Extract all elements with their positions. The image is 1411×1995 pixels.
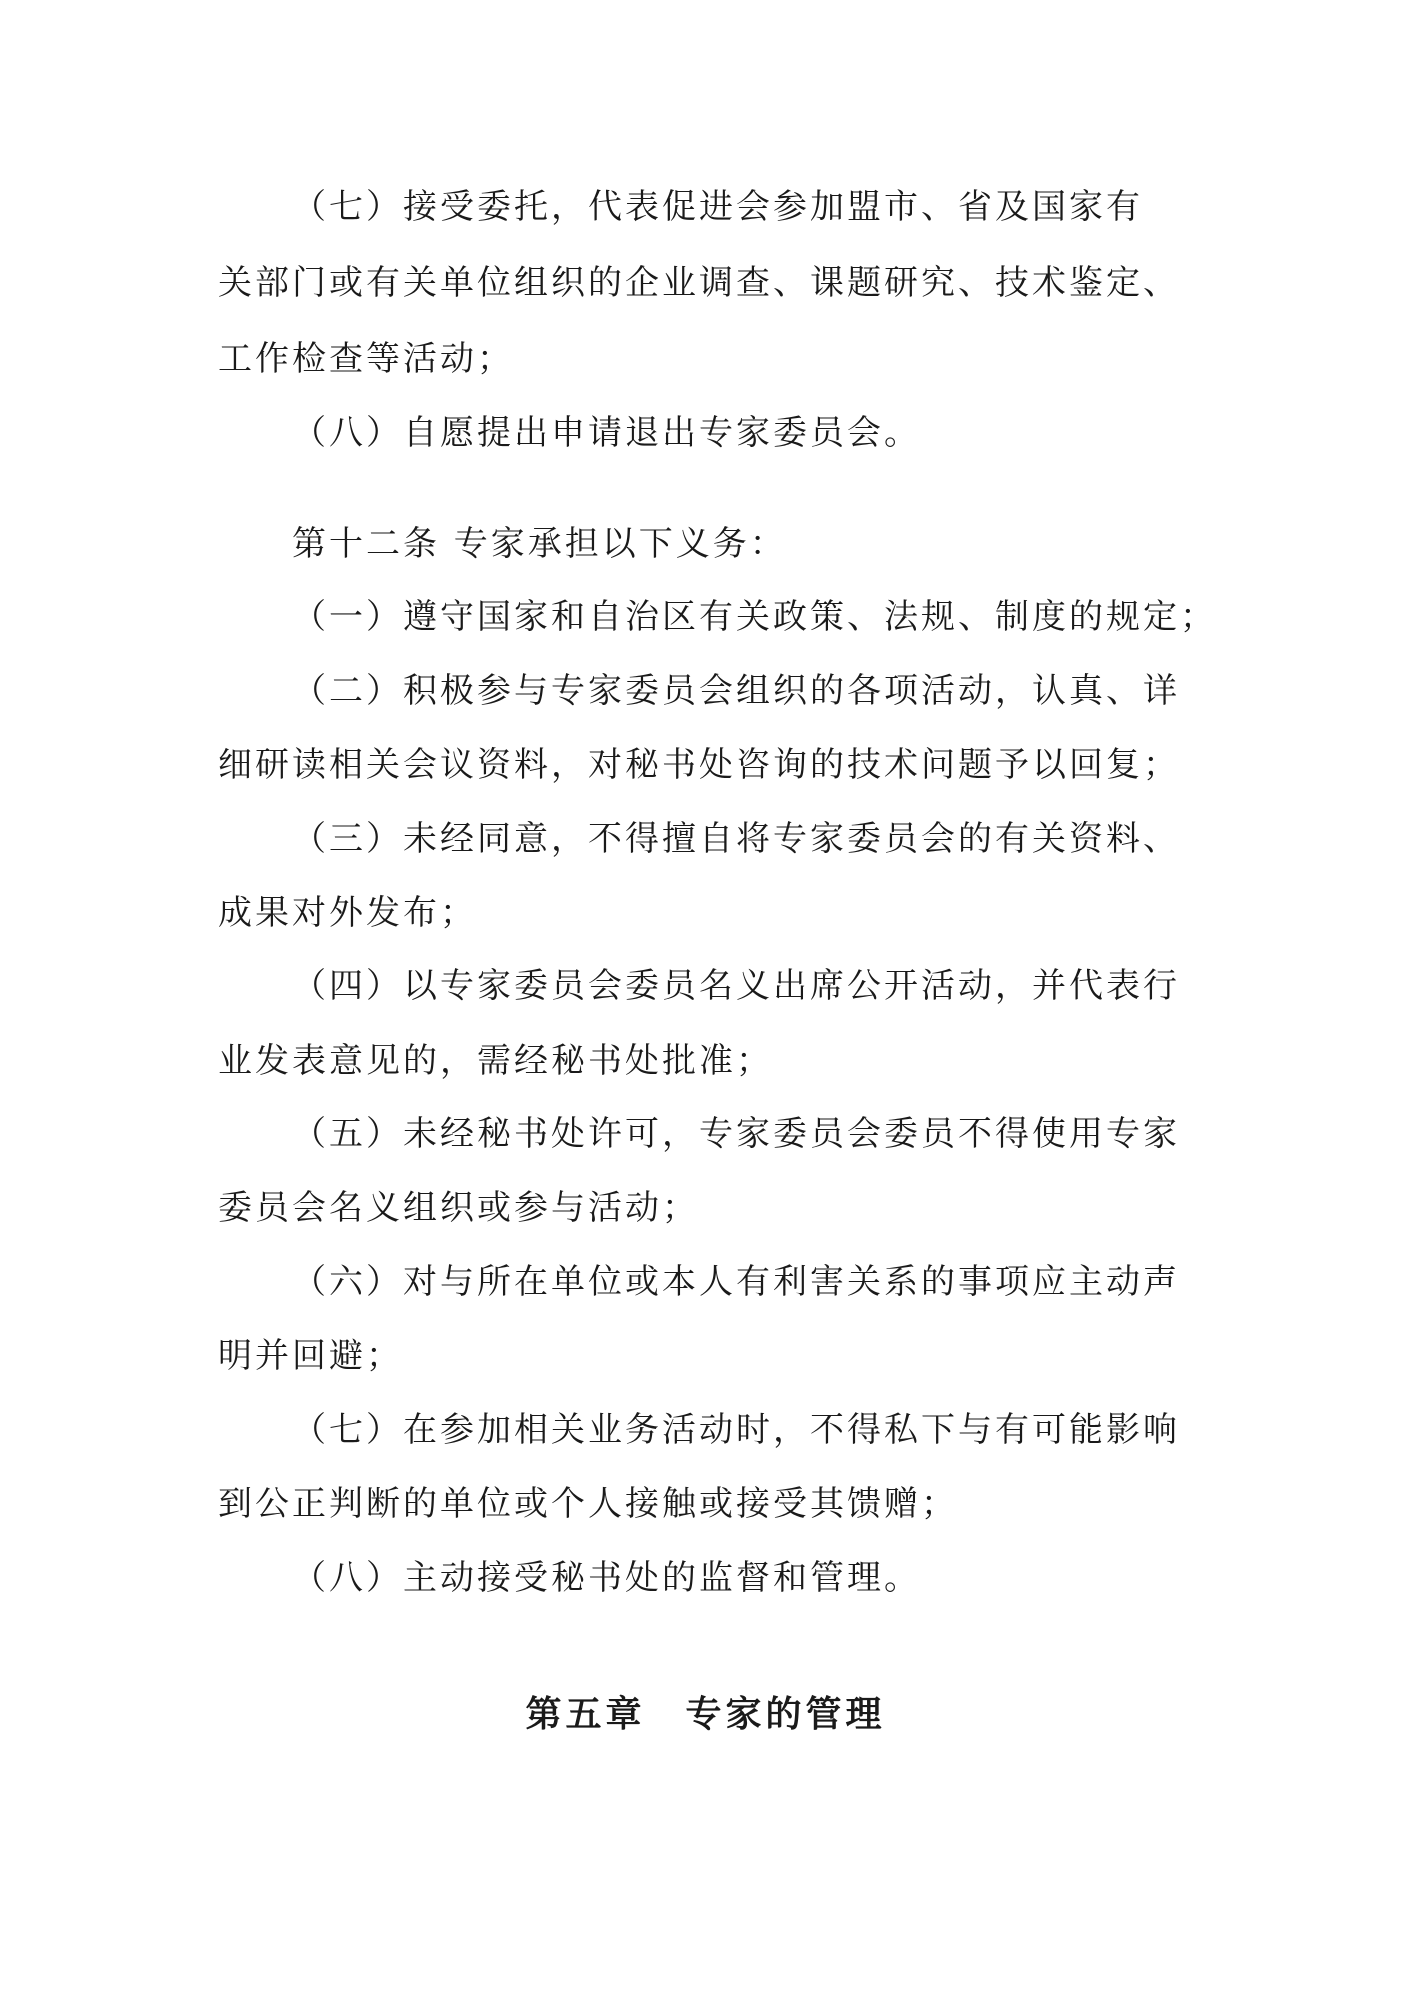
duty-3-line-1: （三）未经同意，不得擅自将专家委员会的有关资料、	[292, 819, 1180, 859]
clause-8-rights-line-1: （八）自愿提出申请退出专家委员会。	[292, 413, 921, 453]
clause-7-rights-line-2: 关部门或有关单位组织的企业调查、课题研究、技术鉴定、	[218, 263, 1180, 303]
duty-5-line-2: 委员会名义组织或参与活动；	[218, 1188, 699, 1228]
duty-1-line-1: （一）遵守国家和自治区有关政策、法规、制度的规定；	[292, 597, 1217, 637]
duty-7-line-2: 到公正判断的单位或个人接触或接受其馈赠；	[218, 1484, 958, 1524]
duty-4-line-1: （四）以专家委员会委员名义出席公开活动，并代表行	[292, 966, 1180, 1006]
duty-6-line-2: 明并回避；	[218, 1336, 403, 1376]
duty-7-line-1: （七）在参加相关业务活动时，不得私下与有可能影响	[292, 1410, 1180, 1450]
duty-6-line-1: （六）对与所在单位或本人有利害关系的事项应主动声	[292, 1262, 1180, 1302]
article-12-title: 第十二条 专家承担以下义务：	[292, 524, 787, 564]
chapter-5-heading: 第五章 专家的管理	[525, 1693, 886, 1735]
duty-2-line-1: （二）积极参与专家委员会组织的各项活动，认真、详	[292, 671, 1180, 711]
duty-2-line-2: 细研读相关会议资料，对秘书处咨询的技术问题予以回复；	[218, 745, 1180, 785]
duty-4-line-2: 业发表意见的，需经秘书处批准；	[218, 1041, 773, 1081]
duty-5-line-1: （五）未经秘书处许可，专家委员会委员不得使用专家	[292, 1114, 1180, 1154]
clause-7-rights-line-1: （七）接受委托，代表促进会参加盟市、省及国家有	[292, 187, 1143, 227]
clause-7-rights-line-3: 工作检查等活动；	[218, 339, 514, 379]
duty-8-line-1: （八）主动接受秘书处的监督和管理。	[292, 1558, 921, 1598]
duty-3-line-2: 成果对外发布；	[218, 893, 477, 933]
